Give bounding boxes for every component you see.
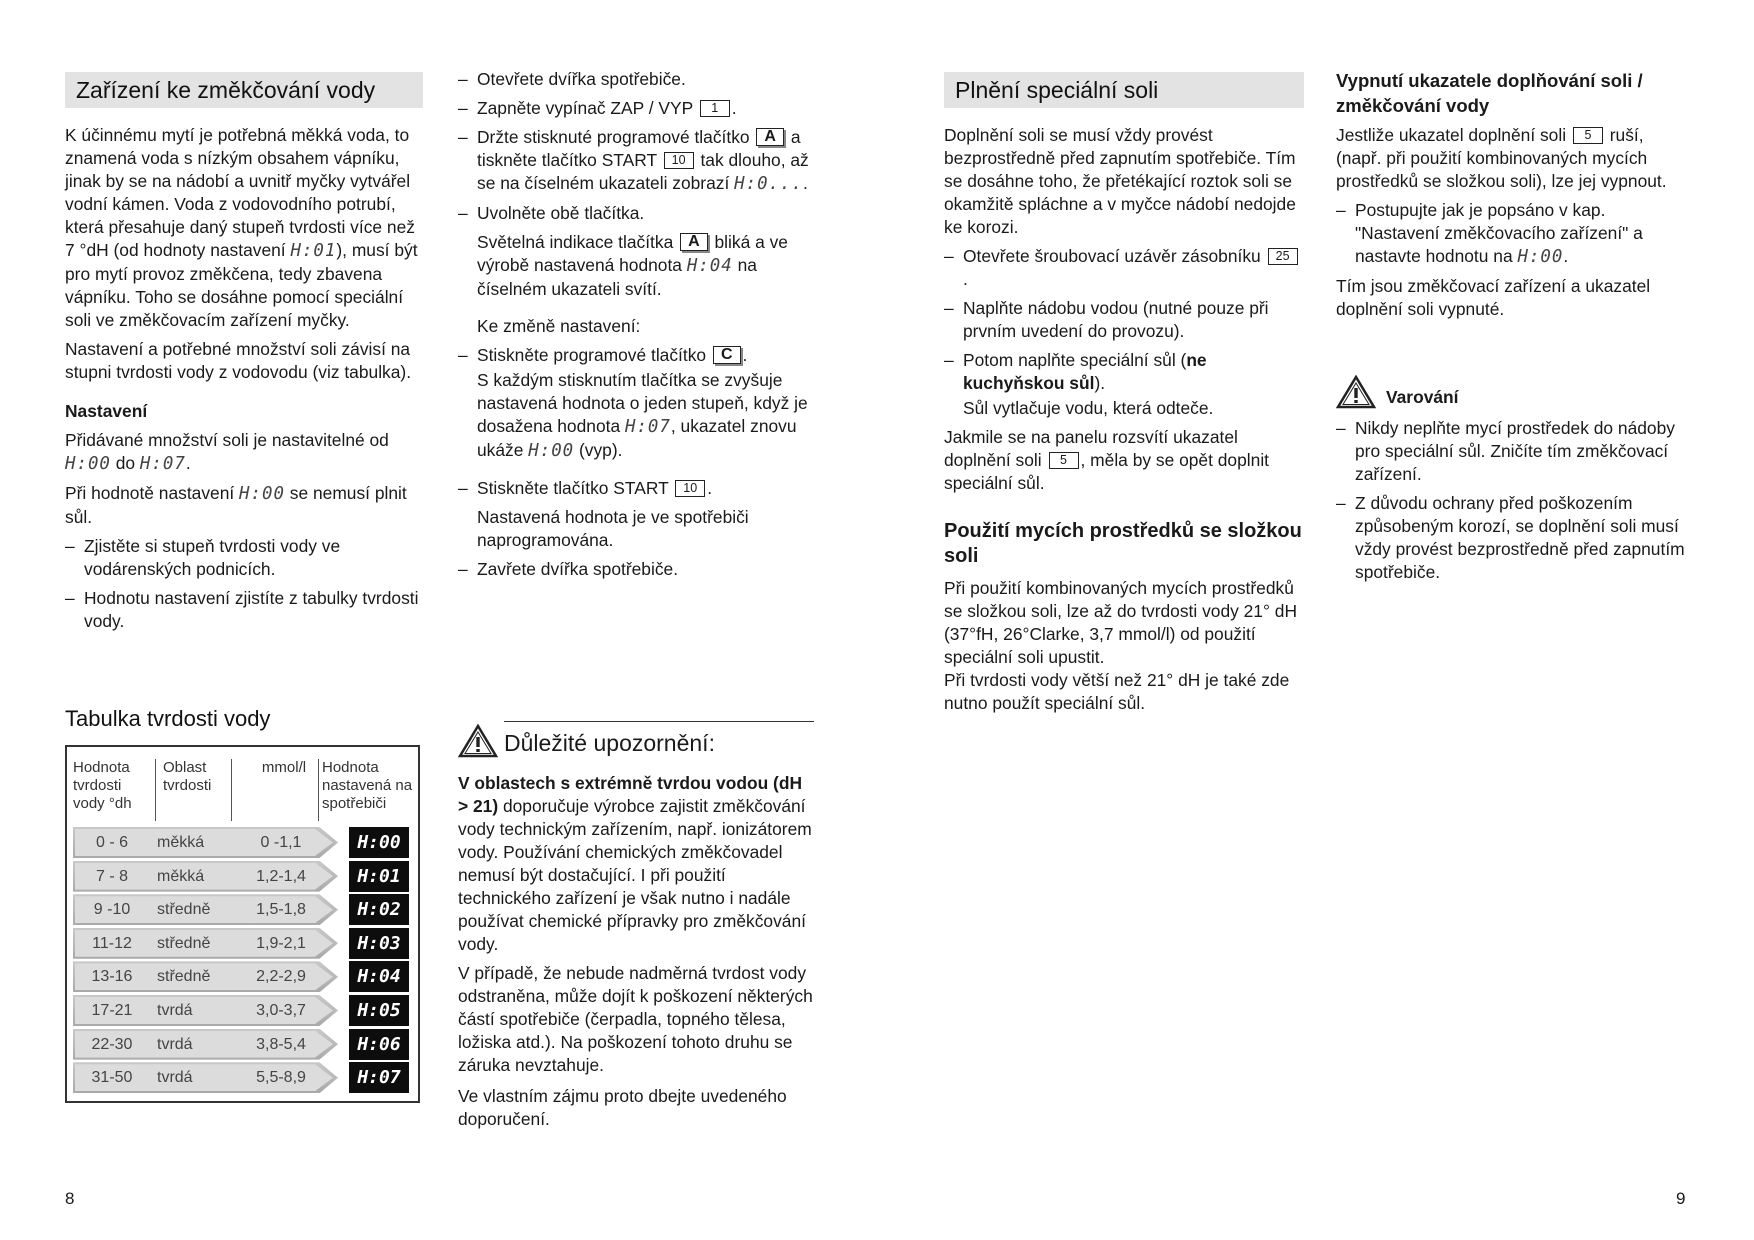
display-code: H:00 — [239, 484, 285, 504]
warning-icon — [458, 724, 498, 758]
table-row — [73, 928, 412, 959]
key-box: 25 — [1268, 248, 1298, 265]
table-header: Oblast tvrdosti — [163, 759, 212, 794]
display-code: H:00 — [1517, 247, 1564, 267]
important-paragraph-2: V případě, že nebude nadměrná tvrdost vody odstraněna, může dojít k poškození některých částí spotřebiče (čerpadla, topného tělesa, ložiska atd.). Na poškození tohoto druhu se záruka nevztahuje. — [458, 963, 813, 1075]
step-item: – Otevřete dvířka spotřebiče. — [458, 68, 814, 91]
cell-area: středně — [157, 901, 211, 919]
switch-off-paragraph-2: Tím jsou změkčovací zařízení a ukazatel doplnění soli vypnuté. — [1336, 276, 1651, 319]
table-row — [73, 894, 412, 925]
hardness-table — [65, 745, 420, 1103]
important-paragraph-1: V oblastech s extrémně tvrdou vodou (dH > 21) doporučuje výrobce zajistit změkčování vody technickým zařízením, např. ionizátorem vody. Používání chemických změkčovadel nemusí být dostačující. I při použití technického zařízení je však nutno i nadále používat chemické přípravky pro změkčování vody. — [458, 773, 812, 954]
cell-area: středně — [157, 934, 211, 952]
salt-title: Plnění speciální soli — [944, 72, 1304, 108]
column-softener — [65, 68, 423, 1103]
list-item: – Nikdy neplňte mycí prostředek do nádoby pro speciální sůl. Zničíte tím změkčovací zařízení. — [1336, 417, 1691, 486]
list-item: – Otevřete šroubovací uzávěr zásobníku 25. — [944, 245, 1304, 291]
list-item: – Postupujte jak je popsáno v kap. "Nastavení změkčovacího zařízení" a nastavte hodnotu na H:00. — [1336, 199, 1691, 269]
step-detail: S každým stisknutím tlačítka se zvyšuje nastavená hodnota o jeden stupeň, když je dosažena hodnota H:07, ukazatel znovu ukáže H:00 (vyp). — [477, 370, 808, 461]
cell-setting-display: H:04 — [349, 961, 409, 992]
salt-paragraph-1: Doplnění soli se musí vždy provést bezprostředně před zapnutím spotřebiče. Tím se dosáhne toho, že přetékající roztok soli se okamžitě spláchne a v myčce nádobí nedojde ke korozi. — [944, 125, 1296, 237]
cell-dh: 0 - 6 — [95, 834, 128, 851]
program-key: A — [680, 233, 708, 251]
key-box: 1 — [700, 100, 730, 117]
softener-paragraph-2: Nastavení a potřebné množství soli závisí na stupni tvrdosti vody z vodovodu (viz tabulka). — [65, 339, 412, 382]
cell-area: měkká — [157, 834, 205, 851]
cell-dh: 22-30 — [91, 1035, 133, 1053]
program-key: A — [756, 128, 784, 146]
cell-setting-display: H:00 — [349, 827, 409, 858]
key-box: 5 — [1573, 127, 1603, 144]
cell-setting-display: H:03 — [349, 928, 409, 959]
warning-icon — [1336, 375, 1376, 409]
display-code: H:04 — [686, 256, 733, 276]
table-row — [73, 961, 412, 992]
important-paragraph-3: Ve vlastním zájmu proto dbejte uvedeného doporučení. — [458, 1086, 787, 1129]
warning-title: Varování — [1386, 387, 1459, 407]
change-heading: Ke změně nastavení: — [477, 316, 641, 336]
cell-area: tvrdá — [157, 1069, 193, 1087]
cell-mmol: 1,9-2,1 — [256, 934, 306, 952]
cell-area: středně — [157, 968, 211, 986]
cell-setting-display: H:05 — [349, 995, 409, 1026]
display-code: H:07 — [624, 417, 671, 437]
program-key: C — [713, 346, 741, 364]
salt-paragraph-2: Jakmile se na panelu rozsvítí ukazatel doplnění soli 5 , měla by se opět doplnit speciální sůl. — [944, 427, 1270, 493]
list-item: – Z důvodu ochrany před poškozením způsobeným korozí, se doplnění soli musí vždy provést bezprostředně před zapnutím spotřebiče. — [1336, 492, 1691, 584]
column-switch-off — [1336, 68, 1691, 590]
page-number-right: 9 — [1676, 1189, 1686, 1208]
hardness-table-title: Tabulka tvrdosti vody — [65, 706, 271, 731]
column-salt — [944, 68, 1304, 721]
list-item: – Potom naplňte speciální sůl (ne kuchyňskou sůl). — [944, 349, 1304, 395]
display-code: H:07 — [139, 454, 186, 474]
table-row — [73, 995, 412, 1026]
important-title: Důležité upozornění: — [504, 721, 814, 758]
key-box: 10 — [664, 152, 694, 169]
cell-area: tvrdá — [157, 1002, 193, 1019]
table-row — [73, 827, 412, 858]
table-row — [73, 1062, 412, 1093]
cell-mmol: 0 -1,1 — [260, 834, 302, 851]
switch-off-heading: Vypnutí ukazatele doplňování soli / změkčování vody — [1336, 70, 1643, 116]
cell-dh: 17-21 — [91, 1002, 133, 1019]
display-code: H:00 — [528, 441, 575, 461]
detergent-paragraph-1: Při použití kombinovaných mycích prostředků se složkou soli, lze až do tvrdosti vody 21° dH (37°fH, 26°Clarke, 3,7 mmol/l) od použití speciální soli upustit. — [944, 578, 1298, 667]
list-item: – Zjistěte si stupeň tvrdosti vody ve vodárenských podnicích. — [65, 535, 423, 581]
softener-paragraph-4: Při hodnotě nastavení H:00 se nemusí plnit sůl. — [65, 483, 407, 527]
switch-off-paragraph-1: Jestliže ukazatel doplnění soli 5 ruší, (např. při použití kombinovaných mycích prostředků se složkou soli), lze jej vypnout. — [1336, 125, 1667, 191]
table-row — [73, 861, 412, 892]
detergent-paragraph-2: Při tvrdosti vody větší než 21° dH je také zde nutno použít speciální sůl. — [944, 670, 1290, 713]
setting-heading: Nastavení — [65, 401, 148, 421]
cell-mmol: 3,8-5,4 — [256, 1035, 306, 1053]
cell-mmol: 3,0-3,7 — [256, 1002, 306, 1019]
step-detail: Světelná indikace tlačítka A bliká a ve výrobě nastavená hodnota H:04 na číselném ukazateli svítí. — [477, 232, 788, 299]
step-item: – Zavřete dvířka spotřebiče. — [458, 558, 814, 581]
cell-dh: 7 - 8 — [95, 867, 128, 885]
key-box: 10 — [675, 480, 705, 497]
cell-mmol: 2,2-2,9 — [256, 968, 306, 986]
table-header: Hodnota nastavená na spotřebiči — [322, 759, 413, 812]
important-section — [458, 721, 814, 1137]
step-item: – Zapněte vypínač ZAP / VYP 1 . — [458, 97, 814, 120]
display-code: H:01 — [290, 241, 337, 261]
cell-setting-display: H:01 — [349, 861, 409, 892]
warning-header — [1336, 375, 1691, 409]
list-item: – Hodnotu nastavení zjistíte z tabulky tvrdosti vody. — [65, 587, 423, 633]
cell-area: tvrdá — [157, 1035, 193, 1053]
column-steps — [458, 68, 814, 1129]
cell-mmol: 1,5-1,8 — [256, 901, 306, 919]
softener-paragraph-1: K účinnému mytí je potřebná měkká voda, to znamená voda s nízkým obsahem vápníku, jinak by se na nádobí a uvnitř myčky vytvářel vodní kámen. Voda z vodovodního potrubí, která přesahuje daný stupeň tvrdosti více než 7 °dH (od hodnoty nastavení H:01), musí být pro mytí provoz změkčena, tedy zbavena vápníku. Toho se dosáhne pomocí speciální soli ve změkčovacím zařízení myčky. — [65, 125, 418, 330]
display-code: H:0... — [734, 174, 803, 194]
list-item: – Naplňte nádobu vodou (nutné pouze při prvním uvedení do provozu). — [944, 297, 1304, 343]
table-header: mmol/l — [261, 759, 307, 776]
cell-dh: 13-16 — [91, 968, 133, 986]
display-code: H:00 — [65, 454, 111, 474]
cell-dh: 31-50 — [91, 1069, 133, 1087]
list-item-detail: Sůl vytlačuje vodu, která odteče. — [963, 398, 1214, 418]
table-row — [73, 1029, 412, 1060]
step-item: – Uvolněte obě tlačítka. — [458, 202, 814, 225]
softener-title: Zařízení ke změkčování vody — [65, 72, 423, 108]
cell-mmol: 5,5-8,9 — [256, 1069, 306, 1087]
step-detail: Nastavená hodnota je ve spotřebiči naprogramována. — [477, 507, 749, 550]
step-item: – Stiskněte tlačítko START 10 . — [458, 477, 814, 500]
cell-setting-display: H:02 — [349, 894, 409, 925]
cell-setting-display: H:07 — [349, 1062, 409, 1093]
softener-paragraph-3: Přidávané množství soli je nastavitelné od H:00 do H:07. — [65, 430, 389, 474]
cell-setting-display: H:06 — [349, 1029, 409, 1060]
key-box: 5 — [1049, 452, 1079, 469]
detergent-heading: Použití mycích prostředků se složkou soli — [944, 520, 1302, 567]
table-header: Hodnota tvrdosti vody °dh — [73, 759, 132, 812]
cell-mmol: 1,2-1,4 — [256, 867, 306, 885]
cell-dh: 9 -10 — [93, 901, 131, 919]
page-number-left: 8 — [65, 1189, 75, 1208]
step-item: – Stiskněte programové tlačítko C . — [458, 344, 814, 367]
step-item: – Držte stisknuté programové tlačítko A a tiskněte tlačítko START 10 tak dlouho, až se na číselném ukazateli zobrazí H:0.... — [458, 126, 814, 196]
cell-area: měkká — [157, 867, 205, 885]
cell-dh: 11-12 — [92, 934, 132, 952]
